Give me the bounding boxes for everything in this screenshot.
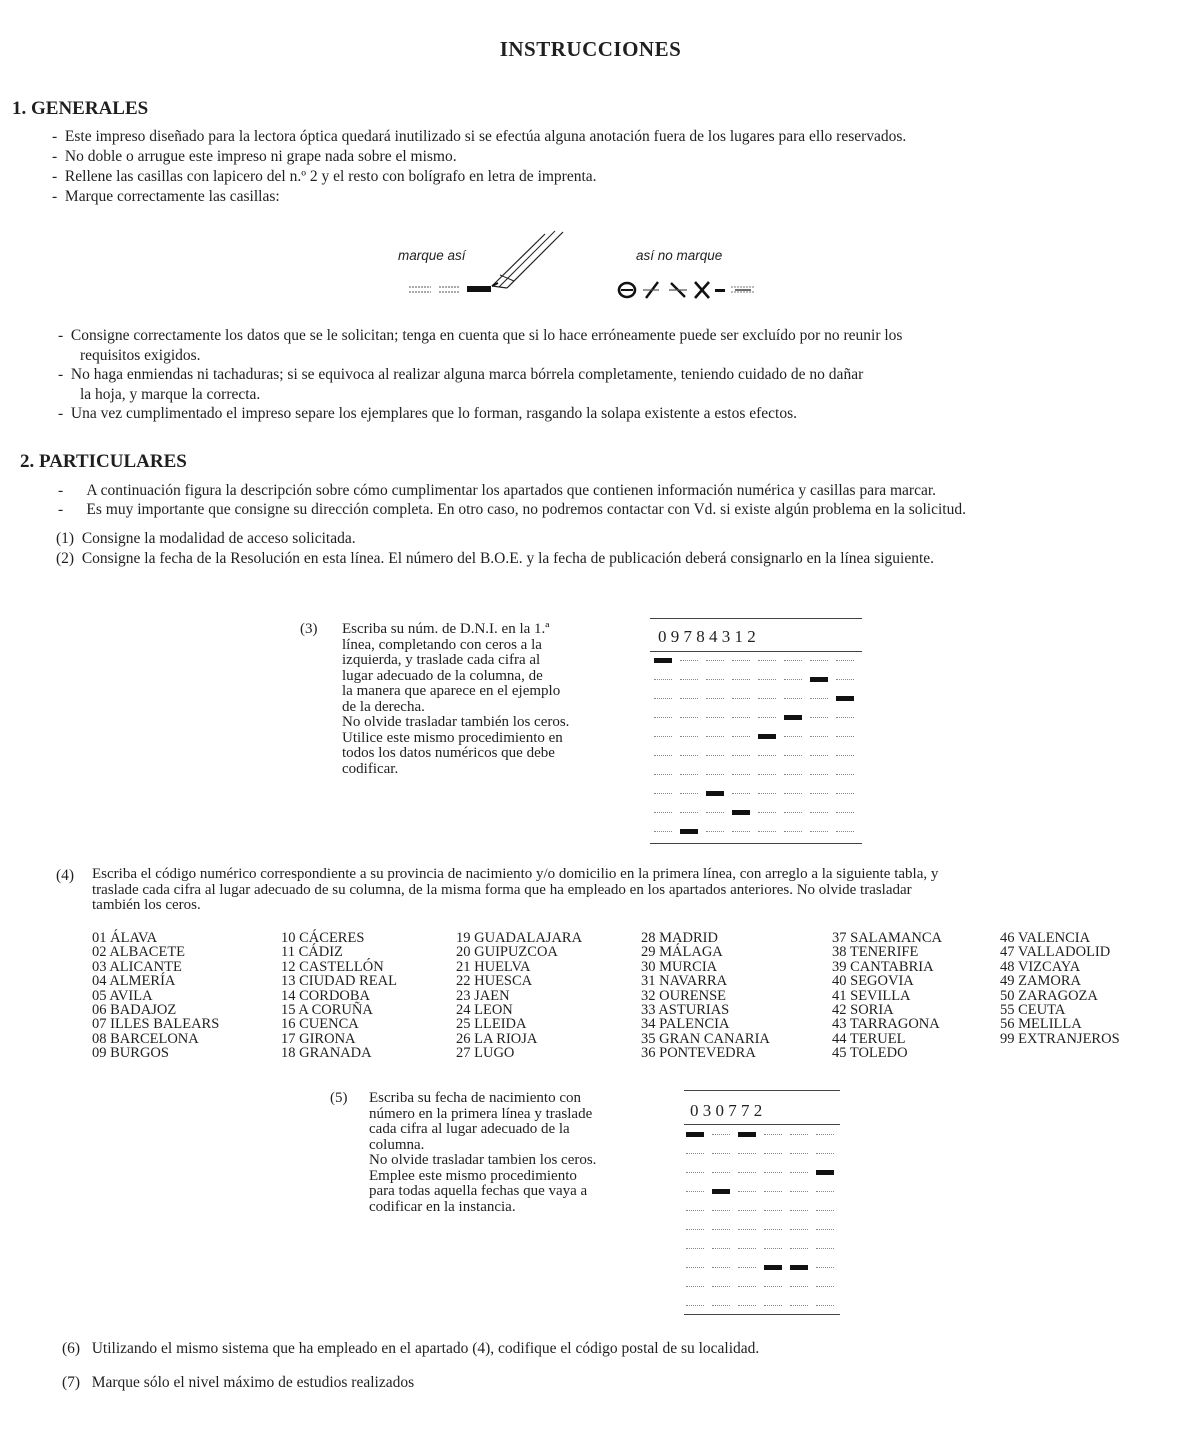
empty-bubble [686, 1286, 704, 1289]
empty-bubble [758, 793, 776, 796]
province-entry: 27 LUGO [456, 1045, 515, 1062]
empty-bubble [706, 774, 724, 777]
empty-bubble [706, 717, 724, 720]
empty-bubble [686, 1305, 704, 1308]
list-item: - Marque correctamente las casillas: [52, 188, 280, 205]
empty-bubble [654, 679, 672, 682]
empty-bubble [738, 1267, 756, 1270]
empty-bubble [732, 736, 750, 739]
empty-bubble [732, 660, 750, 663]
empty-bubble [654, 812, 672, 815]
empty-bubble [784, 755, 802, 758]
province-entry: 08 BARCELONA [92, 1030, 199, 1047]
note-3-number: (3) [300, 621, 318, 637]
filled-bubble [810, 677, 828, 682]
empty-bubble [712, 1305, 730, 1308]
empty-bubble [810, 717, 828, 720]
province-entry: 03 ALICANTE [92, 958, 182, 975]
empty-bubble [816, 1191, 834, 1194]
empty-bubble [680, 774, 698, 777]
empty-bubble [706, 660, 724, 663]
empty-bubble [654, 698, 672, 701]
pencil-icon [395, 226, 795, 306]
empty-bubble [810, 660, 828, 663]
empty-bubble [680, 717, 698, 720]
province-entry: 50 ZARAGOZA [1000, 987, 1098, 1004]
empty-bubble [680, 755, 698, 758]
empty-bubble [816, 1267, 834, 1270]
province-entry: 07 ILLES BALEARS [92, 1016, 220, 1033]
empty-bubble [836, 679, 854, 682]
note-6: (6) Utilizando el mismo sistema que ha empleado en el apartado (4), codifique el código postal de su localidad. [62, 1340, 760, 1357]
empty-bubble [654, 793, 672, 796]
empty-bubble [790, 1191, 808, 1194]
empty-bubble [836, 774, 854, 777]
empty-bubble [790, 1153, 808, 1156]
province-entry: 38 TENERIFE [832, 944, 919, 961]
empty-bubble [764, 1172, 782, 1175]
filled-bubble [654, 658, 672, 663]
province-column [92, 931, 219, 1061]
empty-bubble [758, 717, 776, 720]
province-entry: 40 SEGOVIA [832, 973, 914, 990]
empty-bubble [816, 1305, 834, 1308]
province-column [1000, 931, 1120, 1046]
empty-bubble [686, 1153, 704, 1156]
empty-bubble [758, 755, 776, 758]
birthdate-example-grid [684, 1090, 840, 1316]
filled-bubble [680, 829, 698, 834]
empty-bubble [686, 1210, 704, 1213]
empty-bubble [706, 755, 724, 758]
empty-bubble [654, 736, 672, 739]
empty-bubble [836, 660, 854, 663]
empty-bubble [758, 679, 776, 682]
list-item: - Rellene las casillas con lapicero del n.º 2 y el resto con bolígrafo en letra de imprenta. [52, 168, 597, 185]
empty-bubble [680, 736, 698, 739]
empty-bubble [706, 831, 724, 834]
empty-bubble [810, 774, 828, 777]
empty-bubble [706, 698, 724, 701]
province-entry: 32 OURENSE [641, 987, 726, 1004]
empty-bubble [784, 774, 802, 777]
empty-bubble [764, 1286, 782, 1289]
province-entry: 45 TOLEDO [832, 1045, 908, 1062]
empty-bubble [784, 793, 802, 796]
province-entry: 56 MELILLA [1000, 1016, 1082, 1033]
empty-bubble [654, 831, 672, 834]
empty-bubble [738, 1286, 756, 1289]
list-item: - A continuación figura la descripción sobre cómo cumplimentar los apartados que contienen información numérica y casillas para marcar. [58, 482, 937, 499]
empty-bubble [816, 1210, 834, 1213]
province-entry: 16 CUENCA [281, 1016, 359, 1033]
province-column [281, 931, 397, 1061]
note-4-number: (4) [56, 867, 75, 884]
empty-bubble [680, 660, 698, 663]
list-item-continuation: la hoja, y marque la correcta. [80, 386, 261, 403]
empty-bubble [790, 1286, 808, 1289]
list-item: - Es muy importante que consigne su dirección completa. En otro caso, no podremos contactar con Vd. si existe algún problema en la solicitud. [58, 501, 966, 518]
empty-bubble [758, 698, 776, 701]
page-title: INSTRUCCIONES [499, 37, 682, 61]
empty-bubble [784, 679, 802, 682]
good-mark-label: marque así [398, 248, 466, 263]
empty-bubble [732, 717, 750, 720]
filled-bubble [764, 1265, 782, 1270]
empty-bubble [758, 831, 776, 834]
empty-bubble [680, 679, 698, 682]
list-item: - Una vez cumplimentado el impreso separe los ejemplares que lo forman, rasgando la solapa existente a estos efectos. [58, 405, 798, 422]
province-entry: 36 PONTEVEDRA [641, 1045, 756, 1062]
empty-bubble [816, 1134, 834, 1137]
province-entry: 09 BURGOS [92, 1045, 169, 1062]
empty-bubble [784, 812, 802, 815]
province-entry: 39 CANTABRIA [832, 958, 934, 975]
empty-bubble [680, 698, 698, 701]
empty-bubble [686, 1248, 704, 1251]
filled-bubble [790, 1265, 808, 1270]
empty-bubble [686, 1191, 704, 1194]
empty-bubble [790, 1229, 808, 1232]
empty-bubble [712, 1210, 730, 1213]
filled-bubble [836, 696, 854, 701]
empty-bubble [712, 1134, 730, 1137]
empty-bubble [764, 1229, 782, 1232]
province-entry: 44 TERUEL [832, 1030, 906, 1047]
province-entry: 31 NAVARRA [641, 973, 728, 990]
note-2: (2) Consigne la fecha de la Resolución en esta línea. El número del B.O.E. y la fecha de publicación deberá consignarlo en la línea siguiente. [56, 550, 935, 567]
province-entry: 55 CEUTA [1000, 1002, 1066, 1019]
province-entry: 06 BADAJOZ [92, 1002, 177, 1019]
filled-bubble [686, 1132, 704, 1137]
province-entry: 02 ALBACETE [92, 944, 186, 961]
empty-bubble [712, 1153, 730, 1156]
empty-bubble [758, 812, 776, 815]
filled-bubble [732, 810, 750, 815]
empty-bubble [816, 1229, 834, 1232]
province-entry: 19 GUADALAJARA [456, 930, 583, 946]
empty-bubble [784, 660, 802, 663]
province-entry: 29 MÁLAGA [641, 944, 723, 961]
list-item: - No doble o arrugue este impreso ni grape nada sobre el mismo. [52, 148, 457, 165]
empty-bubble [732, 679, 750, 682]
empty-bubble [738, 1305, 756, 1308]
empty-bubble [738, 1153, 756, 1156]
empty-bubble [810, 698, 828, 701]
empty-bubble [836, 812, 854, 815]
empty-bubble [732, 774, 750, 777]
province-column [641, 931, 770, 1061]
empty-bubble [706, 812, 724, 815]
section-heading-generales: 1. GENERALES [12, 98, 149, 119]
empty-bubble [784, 736, 802, 739]
empty-bubble [732, 698, 750, 701]
note-4-text: Escriba el código numérico correspondiente a su provincia de nacimiento y/o domicilio en la primera línea, con arreglo a la siguiente tabla, y traslade cada cifra al lugar adecuado de su columna, de la misma forma que ha empleado en los apartados anteriores. No olvide trasladar también los ceros. [92, 866, 939, 913]
empty-bubble [784, 698, 802, 701]
empty-bubble [686, 1229, 704, 1232]
empty-bubble [706, 679, 724, 682]
filled-bubble [816, 1170, 834, 1175]
province-entry: 25 LLEIDA [456, 1016, 527, 1033]
province-entry: 37 SALAMANCA [832, 930, 942, 946]
province-entry: 35 GRAN CANARIA [641, 1030, 770, 1047]
list-item: - Consigne correctamente los datos que se le solicitan; tenga en cuenta que si lo hace erróneamente puede ser excluído por no reunir los [58, 327, 903, 344]
empty-bubble [712, 1172, 730, 1175]
province-entry: 43 TARRAGONA [832, 1016, 940, 1033]
province-entry: 20 GUIPUZCOA [456, 944, 558, 961]
bad-mark-label: así no marque [636, 248, 723, 263]
empty-bubble [790, 1172, 808, 1175]
section-heading-particulares: 2. PARTICULARES [20, 451, 187, 472]
empty-bubble [784, 831, 802, 834]
province-entry: 46 VALENCIA [1000, 930, 1091, 946]
province-entry: 28 MADRID [641, 930, 718, 946]
empty-bubble [738, 1191, 756, 1194]
empty-bubble [680, 793, 698, 796]
province-entry: 99 EXTRANJEROS [1000, 1030, 1120, 1047]
province-entry: 30 MURCIA [641, 958, 718, 975]
province-entry: 48 VIZCAYA [1000, 958, 1081, 975]
province-entry: 34 PALENCIA [641, 1016, 730, 1033]
empty-bubble [738, 1229, 756, 1232]
empty-bubble [764, 1134, 782, 1137]
birthdate-digits: 0 3 0 7 7 2 [690, 1101, 763, 1120]
empty-bubble [810, 793, 828, 796]
empty-bubble [712, 1229, 730, 1232]
province-entry: 49 ZAMORA [1000, 973, 1081, 990]
province-entry: 13 CIUDAD REAL [281, 973, 397, 990]
province-entry: 41 SEVILLA [832, 987, 911, 1004]
empty-bubble [764, 1191, 782, 1194]
filled-bubble [706, 791, 724, 796]
empty-bubble [816, 1286, 834, 1289]
marking-example [395, 226, 795, 306]
empty-bubble [836, 736, 854, 739]
empty-bubble [810, 831, 828, 834]
empty-bubble [732, 793, 750, 796]
province-entry: 18 GRANADA [281, 1045, 372, 1062]
list-item-continuation: requisitos exigidos. [80, 347, 201, 364]
province-entry: 11 CÁDIZ [281, 944, 343, 961]
empty-bubble [680, 812, 698, 815]
empty-bubble [764, 1305, 782, 1308]
empty-bubble [732, 831, 750, 834]
empty-bubble [738, 1248, 756, 1251]
empty-bubble [654, 774, 672, 777]
note-7: (7) Marque sólo el nivel máximo de estudios realizados [62, 1374, 415, 1391]
list-item: - Este impreso diseñado para la lectora óptica quedará inutilizado si se efectúa alguna anotación fuera de los lugares para ello reservados. [52, 128, 907, 145]
empty-bubble [810, 755, 828, 758]
list-item: - No haga enmiendas ni tachaduras; si se equivoca al realizar alguna marca bórrela completamente, teniendo cuidado de no dañar [58, 366, 864, 383]
empty-bubble [764, 1210, 782, 1213]
province-entry: 47 VALLADOLID [1000, 944, 1111, 961]
empty-bubble [790, 1210, 808, 1213]
province-entry: 04 ALMERÍA [92, 973, 176, 990]
filled-bubble [712, 1189, 730, 1194]
province-column [456, 931, 582, 1061]
dni-digits: 0 9 7 8 4 3 1 2 [658, 627, 756, 646]
province-entry: 42 SORIA [832, 1002, 894, 1019]
empty-bubble [654, 755, 672, 758]
empty-bubble [836, 717, 854, 720]
province-entry: 26 LA RIOJA [456, 1030, 538, 1047]
note-5-text: Escriba su fecha de nacimiento con número en la primera línea y traslade cada cifra al lugar adecuado de la columna. No olvide trasladar tambien los ceros. Emplee este mismo procedimiento para todas aquella fechas que vaya a codificar en la instancia. [369, 1090, 597, 1215]
empty-bubble [758, 660, 776, 663]
empty-bubble [654, 717, 672, 720]
empty-bubble [790, 1134, 808, 1137]
empty-bubble [810, 812, 828, 815]
empty-bubble [764, 1248, 782, 1251]
empty-bubble [738, 1210, 756, 1213]
dni-example-grid [650, 618, 862, 846]
empty-bubble [738, 1172, 756, 1175]
empty-bubble [816, 1153, 834, 1156]
province-entry: 10 CÁCERES [281, 930, 365, 946]
province-entry: 01 ÁLAVA [92, 930, 158, 946]
province-entry: 21 HUELVA [456, 958, 531, 975]
empty-bubble [790, 1305, 808, 1308]
empty-bubble [712, 1267, 730, 1270]
empty-bubble [810, 736, 828, 739]
empty-bubble [686, 1267, 704, 1270]
province-entry: 33 ASTURIAS [641, 1002, 730, 1019]
filled-bubble [738, 1132, 756, 1137]
province-entry: 24 LEON [456, 1002, 513, 1019]
province-entry: 17 GIRONA [281, 1030, 356, 1047]
province-column [832, 931, 942, 1061]
filled-bubble [784, 715, 802, 720]
empty-bubble [758, 774, 776, 777]
empty-bubble [836, 831, 854, 834]
empty-bubble [712, 1286, 730, 1289]
empty-bubble [712, 1248, 730, 1251]
note-1: (1) Consigne la modalidad de acceso solicitada. [56, 530, 356, 547]
province-entry: 05 AVILA [92, 987, 153, 1004]
note-5-number: (5) [330, 1090, 348, 1106]
empty-bubble [836, 755, 854, 758]
province-entry: 23 JAEN [456, 987, 510, 1004]
empty-bubble [764, 1153, 782, 1156]
province-entry: 14 CORDOBA [281, 987, 371, 1004]
empty-bubble [686, 1172, 704, 1175]
province-entry: 12 CASTELLÓN [281, 958, 384, 975]
filled-bubble [758, 734, 776, 739]
empty-bubble [836, 793, 854, 796]
province-entry: 15 A CORUÑA [281, 1002, 373, 1019]
province-entry: 22 HUESCA [456, 973, 533, 990]
empty-bubble [732, 755, 750, 758]
empty-bubble [816, 1248, 834, 1251]
empty-bubble [706, 736, 724, 739]
note-3-text: Escriba su núm. de D.N.I. en la 1.ª línea, completando con ceros a la izquierda, y traslade cada cifra al lugar adecuado de la columna, de la manera que aparece en el ejemplo de la derecha. No olvide trasladar también los ceros. Utilice este mismo procedimiento en todos los datos numéricos que debe codificar. [342, 621, 570, 777]
empty-bubble [790, 1248, 808, 1251]
